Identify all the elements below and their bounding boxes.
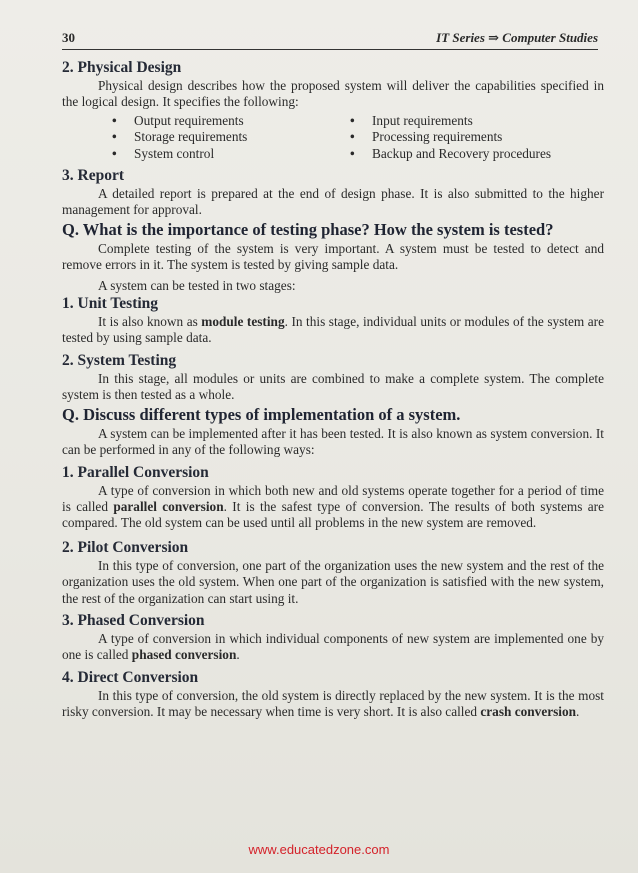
parallel-conversion-text <box>62 483 604 532</box>
physical-design-bullets <box>112 113 604 162</box>
parallel-conversion-heading: 1. Parallel Conversion <box>62 463 209 481</box>
text-run: . In this stage, individual units or modules of the system are tested by using sample data. <box>62 314 605 346</box>
system-testing-heading: 2. System Testing <box>62 351 177 369</box>
text-run: . <box>576 704 580 720</box>
testing-intro: Complete testing of the system is very important. A system must be tested to detect and remove errors in it. The system is tested by giving sample data. <box>62 240 604 273</box>
implementation-intro: A system can be implemented after it has been tested. It is also known as system conversion. It can be performed in any of the following ways: <box>62 425 604 458</box>
report-heading: 3. Report <box>62 167 124 185</box>
keyword: module testing <box>201 314 285 330</box>
implementation-question-section <box>62 404 604 721</box>
bullet-item: • Input requirements <box>350 113 580 129</box>
text-run: . It is the safest type of conversion. The results of both systems are compared. The old system can be used until all problems in the new system are removed. <box>62 498 604 531</box>
pilot-conversion-text: In this type of conversion, one part of the organization uses the new system and the rest of the organization uses the old system. When one part of the organization is satisfied with the new system, the rest of the organization can start using it. <box>62 557 604 606</box>
text-run: In this type of conversion, the old system is directly replaced by the new system. It is the most risky conversion. It may be necessary when time is very short. It is also called <box>62 687 604 720</box>
testing-question-section <box>62 219 604 404</box>
testing-question: Q. What is the importance of testing phase? How the system is tested? <box>62 219 554 239</box>
system-testing-text: In this stage, all modules or units are combined to make a complete system. The complete system is then tested as a whole. <box>62 370 604 403</box>
page-header <box>62 30 598 50</box>
text-run: . <box>236 647 240 663</box>
physical-design-heading: 2. Physical Design <box>62 59 182 76</box>
physical-design-section <box>62 58 604 162</box>
report-text: A detailed report is prepared at the end of design phase. It is also submitted to the higher management for approval. <box>62 186 604 218</box>
bullet-item: • System control <box>112 146 338 162</box>
report-section <box>62 166 604 219</box>
keyword: phased conversion <box>131 647 237 663</box>
page-number: 30 <box>62 30 75 45</box>
keyword: parallel conversion <box>113 498 224 514</box>
text-run: A type of conversion in which individual components of new system are implemented one by one is called <box>62 630 604 663</box>
text-run: A type of conversion in which both new and old systems operate together for a period of time is called <box>62 482 604 514</box>
text-run: It is also known as <box>98 314 202 330</box>
direct-conversion-text <box>62 688 604 721</box>
bullet-item: • Processing requirements <box>350 129 580 145</box>
keyword: crash conversion <box>480 704 577 720</box>
implementation-question: Q. Discuss different types of implementation of a system. <box>62 404 461 424</box>
website-watermark: www.educatedzone.com <box>248 842 390 857</box>
series-title: IT Series ⇒ Computer Studies <box>436 30 598 45</box>
phased-conversion-heading: 3. Phased Conversion <box>62 611 205 629</box>
unit-testing-heading: 1. Unit Testing <box>62 295 159 313</box>
bullet-item: • Backup and Recovery procedures <box>350 146 580 162</box>
unit-testing-text <box>62 314 604 347</box>
testing-stages: A system can be tested in two stages: <box>98 277 296 293</box>
pilot-conversion-heading: 2. Pilot Conversion <box>62 538 189 556</box>
phased-conversion-text <box>62 631 604 664</box>
physical-design-text: Physical design describes how the proposed system will deliver the capabilities specified in the logical design. It specifies the following: <box>62 78 604 110</box>
direct-conversion-heading: 4. Direct Conversion <box>62 668 199 686</box>
bullet-item: • Storage requirements <box>112 129 338 145</box>
bullet-item: • Output requirements <box>112 113 338 129</box>
